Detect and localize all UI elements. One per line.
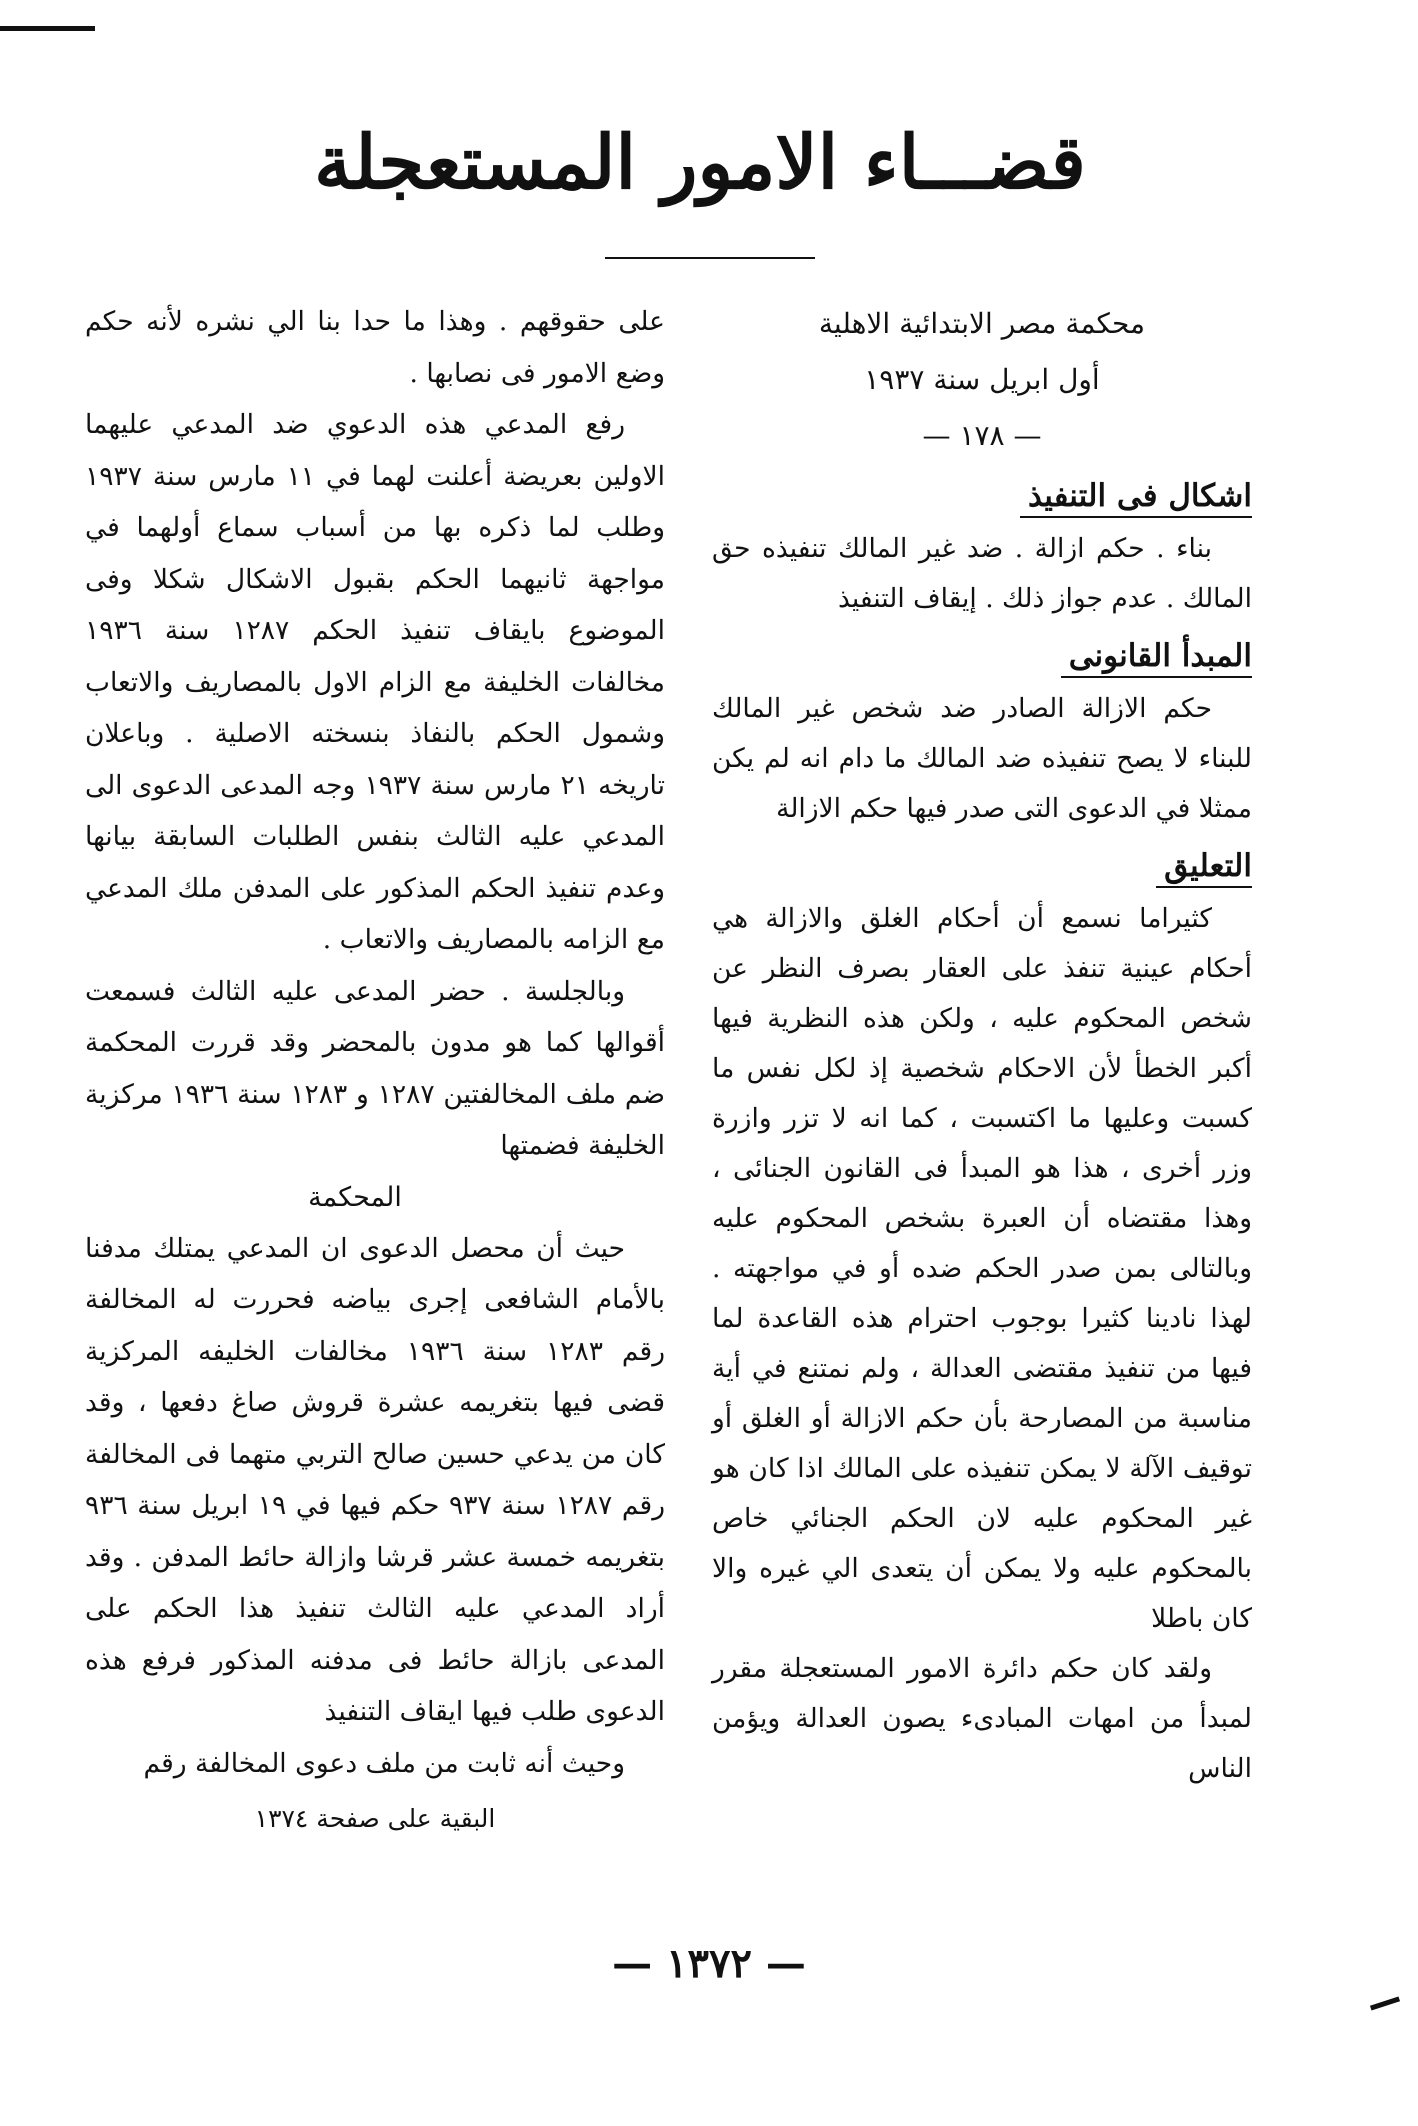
body-paragraph: رفع المدعي هذه الدعوي ضد المدعي عليهما الاولين بعريضة أعلنت لهما في ١١ مارس سنة ١٩٣٧ وطلب لما ذكره بها من أسباب سماع أولهما في مواجهة ثانيهما الحكم بقبول الاشكال شكلا وفى الموضوع بايقاف تنفيذ الحكم ١٢٨٧ سنة ١٩٣٦ مخالفات الخليفة مع الزام الاول بالمصاريف والاتعاب وشمول الحكم بالنفاذ بنسخته الاصلية . وباعلان تاريخه ٢١ مارس سنة ١٩٣٧ وجه المدعى الدعوى الى المدعي عليه الثالث بنفس الطلبات السابقة بيانها وعدم تنفيذ الحكم المذكور على المدفن ملك المدعي مع الزامه بالمصاريف والاتعاب .: [85, 409, 665, 955]
body-paragraph: وبالجلسة . حضر المدعى عليه الثالث فسمعت أقوالها كما هو مدون بالمحضر وقد قررت المحكمة ضم ملف المخالفتين ١٢٨٧ و ١٢٨٣ سنة ١٩٣٦ مركزية الخليفة فضمتها: [85, 975, 666, 1161]
ruling-heading: المحكمة: [308, 1181, 402, 1213]
judgment-date: أول ابريل سنة ١٩٣٧: [864, 363, 1100, 396]
ruling-paragraph: وحيث أنه ثابت من ملف دعوى المخالفة رقم: [143, 1747, 625, 1779]
court-name: محكمة مصر الابتدائية الاهلية: [818, 307, 1146, 340]
scan-mark: [0, 26, 95, 31]
case-number: — ١٧٨ —: [922, 419, 1042, 452]
page-number: — ١٣٧٢ —: [612, 1940, 806, 1987]
commentary-paragraph: ولقد كان حكم دائرة الامور المستعجلة مقرر لمبدأ من امهات المبادىء يصون العدالة ويؤمن الناس: [712, 1653, 1252, 1784]
scan-mark: [1370, 1996, 1400, 2010]
section-text: بناء . حكم ازالة . ضد غير المالك تنفيذه حق المالك . عدم جواز ذلك . إيقاف التنفيذ: [712, 533, 1252, 614]
section-legal-principle: [712, 624, 1252, 834]
section-text: حكم الازالة الصادر ضد شخص غير المالك للبناء لا يصح تنفيذه ضد المالك ما دام انه لم يكن ممثلا في الدعوى التى صدر فيها حكم الازالة: [712, 693, 1252, 824]
page-title: قضـــاء الامور المستعجلة: [314, 120, 1086, 206]
section-commentary: [712, 834, 1252, 1794]
commentary-paragraph: كثيراما نسمع أن أحكام الغلق والازالة هي أحكام عينية تنفذ على العقار بصرف النظر عن شخص المحكوم عليه ، ولكن هذه النظرية فيها أكبر الخطأ لأن الاحكام شخصية إذ لكل نفس ما كسبت وعليها ما اكتسبت ، كما انه لا تزر وازرة وزر أخرى ، هذا هو المبدأ فى القانون الجنائى ، وهذا مقتضاه أن العبرة بشخص المحكوم عليه وبالتالى بمن صدر الحكم ضده أو في مواجهته . لهذا نادينا كثيرا بوجوب احترام هذه القاعدة لما فيها من تنفيذ مقتضى العدالة ، ولم نمتنع في أية مناسبة من المصارحة بأن حكم الازالة أو الغلق أو توقيف الآلة لا يمكن تنفيذه على المالك اذا كان هو غير المحكوم عليه لان الحكم الجنائي خاص بالمحكوم عليه ولا يمكن أن يتعدى الي غيره والا كان باطلا: [712, 903, 1252, 1634]
left-column: [85, 296, 665, 1839]
right-column: [712, 296, 1252, 1794]
ruling-paragraph: حيث أن محصل الدعوى ان المدعي يمتلك مدفنا بالأمام الشافعى إجرى بياضه فحررت له المخالفة رقم ١٢٨٣ سنة ١٩٣٦ مخالفات الخليفه المركزية قضى فيها بتغريمه عشرة قروش صاغ دفعها ، وقد كان من يدعي حسين صالح التربي متهما فى المخالفة رقم ١٢٨٧ سنة ٩٣٧ حكم فيها في ١٩ ابريل سنة ٩٣٦ بتغريمه خمسة عشر قرشا وازالة حائط المدفن . وقد أراد المدعي عليه الثالث تنفيذ هذا الحكم على المدعى بازالة حائط فى مدفنه المذكور فرفع هذه الدعوى طلب فيها ايقاف التنفيذ: [85, 1232, 665, 1727]
section-heading: اشكال فى التنفيذ: [1020, 478, 1252, 518]
section-heading: المبدأ القانونى: [1061, 638, 1252, 678]
section-summary: [712, 464, 1252, 624]
continued-note: البقية على صفحة ١٣٧٤: [254, 1804, 496, 1833]
body-paragraph: على حقوقهم . وهذا ما حدا بنا الي نشره لأنه حكم وضع الامور فى نصابها .: [85, 306, 665, 389]
section-heading: التعليق: [1156, 848, 1252, 888]
title-divider: [605, 257, 815, 259]
